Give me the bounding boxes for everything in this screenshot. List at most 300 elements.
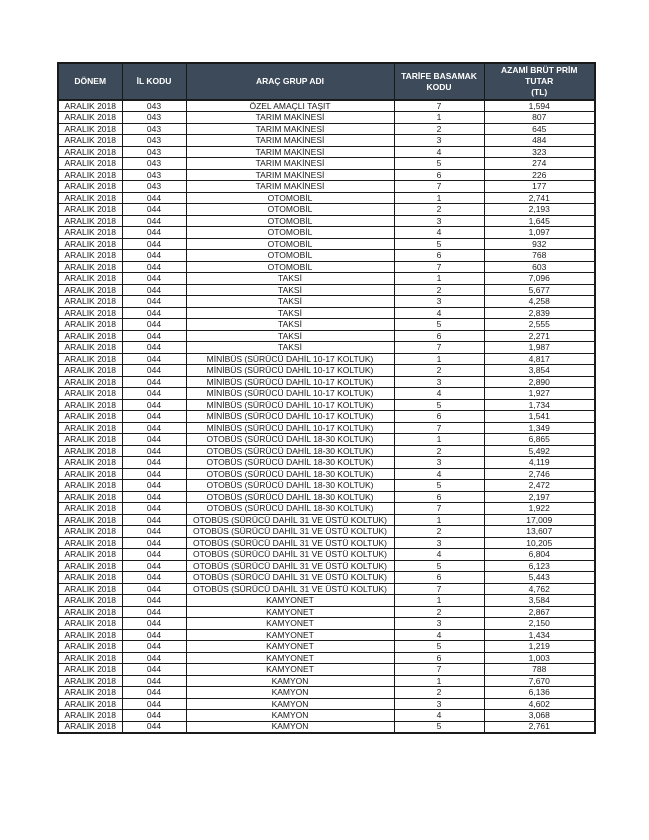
table-cell: 044 bbox=[122, 238, 186, 250]
table-cell: 2,472 bbox=[484, 480, 595, 492]
table-cell: ARALIK 2018 bbox=[58, 158, 122, 170]
table-cell: KAMYONET bbox=[186, 664, 394, 676]
table-cell: 7 bbox=[394, 503, 484, 515]
table-cell: ARALIK 2018 bbox=[58, 503, 122, 515]
table-cell: OTOMOBİL bbox=[186, 250, 394, 262]
table-cell: 5 bbox=[394, 238, 484, 250]
table-cell: ARALIK 2018 bbox=[58, 135, 122, 147]
table-cell: 603 bbox=[484, 261, 595, 273]
table-cell: 7 bbox=[394, 583, 484, 595]
table-cell: KAMYONET bbox=[186, 618, 394, 630]
table-cell: 768 bbox=[484, 250, 595, 262]
table-cell: TARIM MAKİNESİ bbox=[186, 169, 394, 181]
table-row bbox=[58, 146, 595, 158]
table-cell: ARALIK 2018 bbox=[58, 514, 122, 526]
table-cell: 043 bbox=[122, 181, 186, 193]
table-row bbox=[58, 434, 595, 446]
table-cell: TARIM MAKİNESİ bbox=[186, 181, 394, 193]
table-cell: 2,197 bbox=[484, 491, 595, 503]
table-cell: ARALIK 2018 bbox=[58, 434, 122, 446]
table-cell: 2,761 bbox=[484, 721, 595, 733]
table-cell: 044 bbox=[122, 284, 186, 296]
table-row bbox=[58, 537, 595, 549]
table-cell: KAMYON bbox=[186, 675, 394, 687]
table-cell: ARALIK 2018 bbox=[58, 261, 122, 273]
table-row bbox=[58, 560, 595, 572]
table-row bbox=[58, 204, 595, 216]
table-cell: 044 bbox=[122, 491, 186, 503]
table-cell: TARIM MAKİNESİ bbox=[186, 158, 394, 170]
table-row bbox=[58, 549, 595, 561]
table-cell: 3,584 bbox=[484, 595, 595, 607]
table-cell: 043 bbox=[122, 146, 186, 158]
table-row bbox=[58, 572, 595, 584]
table-row bbox=[58, 227, 595, 239]
table-cell: 3 bbox=[394, 698, 484, 710]
table-cell: OTOBÜS (SÜRÜCÜ DAHİL 31 VE ÜSTÜ KOLTUK) bbox=[186, 514, 394, 526]
table-cell: 044 bbox=[122, 503, 186, 515]
table-cell: ARALIK 2018 bbox=[58, 388, 122, 400]
table-cell: 044 bbox=[122, 641, 186, 653]
table-row bbox=[58, 273, 595, 285]
table-cell: 5,677 bbox=[484, 284, 595, 296]
table-row bbox=[58, 457, 595, 469]
table-cell: 1 bbox=[394, 675, 484, 687]
table-cell: ARALIK 2018 bbox=[58, 399, 122, 411]
table-row bbox=[58, 687, 595, 699]
table-row bbox=[58, 606, 595, 618]
table-cell: 1,219 bbox=[484, 641, 595, 653]
table-row bbox=[58, 238, 595, 250]
table-cell: 4 bbox=[394, 468, 484, 480]
table-cell: 4 bbox=[394, 227, 484, 239]
table-row bbox=[58, 445, 595, 457]
table-cell: 2,867 bbox=[484, 606, 595, 618]
table-cell: 4,817 bbox=[484, 353, 595, 365]
table-cell: 7 bbox=[394, 342, 484, 354]
table-cell: ARALIK 2018 bbox=[58, 146, 122, 158]
table-row bbox=[58, 618, 595, 630]
table-cell: TAKSİ bbox=[186, 296, 394, 308]
table-cell: 10,205 bbox=[484, 537, 595, 549]
table-cell: ARALIK 2018 bbox=[58, 215, 122, 227]
table-cell: 044 bbox=[122, 250, 186, 262]
table-cell: 043 bbox=[122, 123, 186, 135]
table-cell: 044 bbox=[122, 549, 186, 561]
table-row bbox=[58, 514, 595, 526]
table-cell: ARALIK 2018 bbox=[58, 169, 122, 181]
table-cell: ARALIK 2018 bbox=[58, 342, 122, 354]
table-cell: 2 bbox=[394, 284, 484, 296]
table-cell: OTOMOBİL bbox=[186, 215, 394, 227]
table-cell: TARIM MAKİNESİ bbox=[186, 135, 394, 147]
table-row bbox=[58, 250, 595, 262]
table-cell: 2,193 bbox=[484, 204, 595, 216]
table-cell: ARALIK 2018 bbox=[58, 319, 122, 331]
table-cell: ARALIK 2018 bbox=[58, 284, 122, 296]
table-cell: KAMYON bbox=[186, 721, 394, 733]
table-cell: 044 bbox=[122, 514, 186, 526]
table-cell: 7,096 bbox=[484, 273, 595, 285]
table-row bbox=[58, 503, 595, 515]
table-row bbox=[58, 388, 595, 400]
table-cell: ARALIK 2018 bbox=[58, 307, 122, 319]
table-row bbox=[58, 664, 595, 676]
table-cell: 044 bbox=[122, 434, 186, 446]
table-cell: TAKSİ bbox=[186, 307, 394, 319]
table-row bbox=[58, 123, 595, 135]
table-cell: KAMYON bbox=[186, 698, 394, 710]
table-cell: ARALIK 2018 bbox=[58, 595, 122, 607]
table-cell: 044 bbox=[122, 307, 186, 319]
table-cell: 4,602 bbox=[484, 698, 595, 710]
table-cell: 6 bbox=[394, 330, 484, 342]
table-cell: ARALIK 2018 bbox=[58, 629, 122, 641]
table-cell: 7 bbox=[394, 422, 484, 434]
table-cell: 044 bbox=[122, 273, 186, 285]
table-cell: 044 bbox=[122, 192, 186, 204]
table-cell: 044 bbox=[122, 698, 186, 710]
table-cell: ARALIK 2018 bbox=[58, 445, 122, 457]
table-header-row bbox=[58, 63, 595, 100]
table-cell: KAMYONET bbox=[186, 595, 394, 607]
table-cell: OTOBÜS (SÜRÜCÜ DAHİL 18-30 KOLTUK) bbox=[186, 457, 394, 469]
table-cell: 6,136 bbox=[484, 687, 595, 699]
table-cell: 044 bbox=[122, 664, 186, 676]
table-cell: MİNİBÜS (SÜRÜCÜ DAHİL 10-17 KOLTUK) bbox=[186, 422, 394, 434]
table-row bbox=[58, 169, 595, 181]
table-cell: ARALIK 2018 bbox=[58, 583, 122, 595]
table-cell: 1 bbox=[394, 112, 484, 124]
table-cell: TAKSİ bbox=[186, 330, 394, 342]
table-cell: OTOMOBİL bbox=[186, 192, 394, 204]
table-cell: 932 bbox=[484, 238, 595, 250]
table-cell: 4 bbox=[394, 388, 484, 400]
table-cell: ARALIK 2018 bbox=[58, 480, 122, 492]
table-cell: 6 bbox=[394, 652, 484, 664]
table-cell: ARALIK 2018 bbox=[58, 365, 122, 377]
table-cell: 043 bbox=[122, 112, 186, 124]
table-cell: 4 bbox=[394, 629, 484, 641]
table-cell: OTOMOBİL bbox=[186, 261, 394, 273]
table-cell: 4 bbox=[394, 549, 484, 561]
table-cell: 5 bbox=[394, 399, 484, 411]
table-cell: 1,734 bbox=[484, 399, 595, 411]
table-cell: 1,645 bbox=[484, 215, 595, 227]
table-cell: ÖZEL AMAÇLI TAŞIT bbox=[186, 100, 394, 112]
table-row bbox=[58, 411, 595, 423]
table-row bbox=[58, 261, 595, 273]
table-cell: 044 bbox=[122, 480, 186, 492]
table-cell: ARALIK 2018 bbox=[58, 698, 122, 710]
table-cell: ARALIK 2018 bbox=[58, 227, 122, 239]
table-row bbox=[58, 526, 595, 538]
table-cell: OTOBÜS (SÜRÜCÜ DAHİL 18-30 KOLTUK) bbox=[186, 480, 394, 492]
table-cell: 7 bbox=[394, 181, 484, 193]
table-cell: TARIM MAKİNESİ bbox=[186, 146, 394, 158]
table-cell: MİNİBÜS (SÜRÜCÜ DAHİL 10-17 KOLTUK) bbox=[186, 411, 394, 423]
table-cell: 044 bbox=[122, 227, 186, 239]
table-row bbox=[58, 100, 595, 112]
table-cell: ARALIK 2018 bbox=[58, 721, 122, 733]
table-row bbox=[58, 330, 595, 342]
table-cell: 044 bbox=[122, 411, 186, 423]
table-cell: OTOBÜS (SÜRÜCÜ DAHİL 31 VE ÜSTÜ KOLTUK) bbox=[186, 526, 394, 538]
table-row bbox=[58, 112, 595, 124]
table-row bbox=[58, 710, 595, 722]
table-cell: OTOBÜS (SÜRÜCÜ DAHİL 18-30 KOLTUK) bbox=[186, 503, 394, 515]
table-cell: 2 bbox=[394, 365, 484, 377]
table-cell: OTOBÜS (SÜRÜCÜ DAHİL 31 VE ÜSTÜ KOLTUK) bbox=[186, 583, 394, 595]
table-cell: 1 bbox=[394, 273, 484, 285]
table-row bbox=[58, 491, 595, 503]
table-cell: 044 bbox=[122, 215, 186, 227]
table-cell: 6,804 bbox=[484, 549, 595, 561]
table-cell: 3 bbox=[394, 135, 484, 147]
table-cell: 1 bbox=[394, 434, 484, 446]
table-cell: 6,865 bbox=[484, 434, 595, 446]
table-cell: 2,890 bbox=[484, 376, 595, 388]
table-cell: ARALIK 2018 bbox=[58, 526, 122, 538]
table-cell: 4,258 bbox=[484, 296, 595, 308]
table-row bbox=[58, 468, 595, 480]
table-cell: ARALIK 2018 bbox=[58, 422, 122, 434]
table-cell: 2,555 bbox=[484, 319, 595, 331]
table-cell: 1,003 bbox=[484, 652, 595, 664]
table-row bbox=[58, 158, 595, 170]
table-cell: ARALIK 2018 bbox=[58, 250, 122, 262]
table-row bbox=[58, 480, 595, 492]
table-cell: 3,068 bbox=[484, 710, 595, 722]
table-cell: 044 bbox=[122, 629, 186, 641]
table-cell: TARIM MAKİNESİ bbox=[186, 112, 394, 124]
table-cell: 5 bbox=[394, 721, 484, 733]
table-cell: 044 bbox=[122, 319, 186, 331]
table-row bbox=[58, 296, 595, 308]
table-cell: ARALIK 2018 bbox=[58, 618, 122, 630]
table-cell: 044 bbox=[122, 445, 186, 457]
table-cell: OTOBÜS (SÜRÜCÜ DAHİL 31 VE ÜSTÜ KOLTUK) bbox=[186, 549, 394, 561]
table-cell: 1 bbox=[394, 192, 484, 204]
table-cell: MİNİBÜS (SÜRÜCÜ DAHİL 10-17 KOLTUK) bbox=[186, 353, 394, 365]
table-cell: 3 bbox=[394, 376, 484, 388]
table-cell: OTOBÜS (SÜRÜCÜ DAHİL 18-30 KOLTUK) bbox=[186, 491, 394, 503]
table-cell: ARALIK 2018 bbox=[58, 652, 122, 664]
table-cell: 6 bbox=[394, 491, 484, 503]
table-cell: 2 bbox=[394, 526, 484, 538]
table-cell: 1,987 bbox=[484, 342, 595, 354]
table-cell: OTOBÜS (SÜRÜCÜ DAHİL 18-30 KOLTUK) bbox=[186, 434, 394, 446]
table-row bbox=[58, 307, 595, 319]
table-cell: ARALIK 2018 bbox=[58, 273, 122, 285]
table-cell: 044 bbox=[122, 261, 186, 273]
table-cell: ARALIK 2018 bbox=[58, 457, 122, 469]
table-row bbox=[58, 595, 595, 607]
column-header: DÖNEM bbox=[58, 63, 122, 100]
table-cell: 4,762 bbox=[484, 583, 595, 595]
table-cell: KAMYONET bbox=[186, 606, 394, 618]
table-cell: 5 bbox=[394, 319, 484, 331]
table-cell: 044 bbox=[122, 399, 186, 411]
table-cell: ARALIK 2018 bbox=[58, 537, 122, 549]
table-cell: 044 bbox=[122, 388, 186, 400]
table-cell: MİNİBÜS (SÜRÜCÜ DAHİL 10-17 KOLTUK) bbox=[186, 399, 394, 411]
table-cell: MİNİBÜS (SÜRÜCÜ DAHİL 10-17 KOLTUK) bbox=[186, 388, 394, 400]
table-cell: 1,541 bbox=[484, 411, 595, 423]
table-cell: OTOMOBİL bbox=[186, 238, 394, 250]
table-cell: 043 bbox=[122, 169, 186, 181]
table-row bbox=[58, 342, 595, 354]
table-cell: KAMYON bbox=[186, 687, 394, 699]
table-cell: 2,271 bbox=[484, 330, 595, 342]
table-row bbox=[58, 721, 595, 733]
table-cell: 044 bbox=[122, 526, 186, 538]
table-row bbox=[58, 583, 595, 595]
table-cell: 1 bbox=[394, 595, 484, 607]
table-cell: 3 bbox=[394, 537, 484, 549]
table-cell: 044 bbox=[122, 560, 186, 572]
column-header: TARİFE BASAMAK KODU bbox=[394, 63, 484, 100]
table-cell: 044 bbox=[122, 330, 186, 342]
column-header: İL KODU bbox=[122, 63, 186, 100]
table-cell: 3,854 bbox=[484, 365, 595, 377]
table-cell: 044 bbox=[122, 721, 186, 733]
table-cell: 2 bbox=[394, 687, 484, 699]
table-row bbox=[58, 215, 595, 227]
table-cell: 044 bbox=[122, 296, 186, 308]
table-row bbox=[58, 641, 595, 653]
table-cell: ARALIK 2018 bbox=[58, 572, 122, 584]
table-cell: TAKSİ bbox=[186, 319, 394, 331]
table-cell: 5 bbox=[394, 158, 484, 170]
table-cell: 2 bbox=[394, 606, 484, 618]
table-cell: 1 bbox=[394, 514, 484, 526]
table-cell: 044 bbox=[122, 606, 186, 618]
table-cell: 5 bbox=[394, 560, 484, 572]
table-cell: 044 bbox=[122, 595, 186, 607]
tariff-table bbox=[57, 62, 596, 734]
table-cell: 044 bbox=[122, 353, 186, 365]
table-cell: ARALIK 2018 bbox=[58, 411, 122, 423]
table-row bbox=[58, 652, 595, 664]
table-cell: 484 bbox=[484, 135, 595, 147]
table-cell: 6 bbox=[394, 250, 484, 262]
table-head bbox=[58, 63, 595, 100]
table-row bbox=[58, 192, 595, 204]
table-cell: MİNİBÜS (SÜRÜCÜ DAHİL 10-17 KOLTUK) bbox=[186, 376, 394, 388]
table-row bbox=[58, 422, 595, 434]
table-cell: 2,746 bbox=[484, 468, 595, 480]
table-cell: TARIM MAKİNESİ bbox=[186, 123, 394, 135]
table-cell: 274 bbox=[484, 158, 595, 170]
table-cell: 044 bbox=[122, 675, 186, 687]
table-cell: TAKSİ bbox=[186, 342, 394, 354]
table-cell: 1,594 bbox=[484, 100, 595, 112]
table-cell: 4 bbox=[394, 710, 484, 722]
table-cell: 13,607 bbox=[484, 526, 595, 538]
table-cell: 044 bbox=[122, 572, 186, 584]
table-row bbox=[58, 365, 595, 377]
table-cell: ARALIK 2018 bbox=[58, 353, 122, 365]
table-cell: 5,443 bbox=[484, 572, 595, 584]
table-cell: TAKSİ bbox=[186, 273, 394, 285]
table-cell: ARALIK 2018 bbox=[58, 675, 122, 687]
table-cell: ARALIK 2018 bbox=[58, 687, 122, 699]
table-row bbox=[58, 353, 595, 365]
table-cell: 4,119 bbox=[484, 457, 595, 469]
table-cell: OTOBÜS (SÜRÜCÜ DAHİL 18-30 KOLTUK) bbox=[186, 445, 394, 457]
table-cell: ARALIK 2018 bbox=[58, 296, 122, 308]
table-cell: 044 bbox=[122, 422, 186, 434]
table-cell: 044 bbox=[122, 687, 186, 699]
table-cell: 807 bbox=[484, 112, 595, 124]
table-cell: 2 bbox=[394, 204, 484, 216]
table-cell: ARALIK 2018 bbox=[58, 100, 122, 112]
table-cell: 044 bbox=[122, 342, 186, 354]
table-cell: ARALIK 2018 bbox=[58, 192, 122, 204]
table-cell: OTOBÜS (SÜRÜCÜ DAHİL 31 VE ÜSTÜ KOLTUK) bbox=[186, 537, 394, 549]
table-cell: ARALIK 2018 bbox=[58, 468, 122, 480]
table-cell: 044 bbox=[122, 583, 186, 595]
table-cell: 044 bbox=[122, 468, 186, 480]
table-cell: 788 bbox=[484, 664, 595, 676]
table-cell: 6 bbox=[394, 169, 484, 181]
table-row bbox=[58, 675, 595, 687]
table-cell: 044 bbox=[122, 618, 186, 630]
table-cell: TAKSİ bbox=[186, 284, 394, 296]
table-row bbox=[58, 399, 595, 411]
table-cell: OTOBÜS (SÜRÜCÜ DAHİL 18-30 KOLTUK) bbox=[186, 468, 394, 480]
table-row bbox=[58, 698, 595, 710]
table-cell: 044 bbox=[122, 652, 186, 664]
table-cell: 5 bbox=[394, 641, 484, 653]
table-cell: ARALIK 2018 bbox=[58, 112, 122, 124]
column-header: AZAMİ BRÜT PRİM TUTAR (TL) bbox=[484, 63, 595, 100]
table-cell: ARALIK 2018 bbox=[58, 181, 122, 193]
table-cell: 1,927 bbox=[484, 388, 595, 400]
table-cell: 1,097 bbox=[484, 227, 595, 239]
table-cell: 044 bbox=[122, 710, 186, 722]
table-cell: 17,009 bbox=[484, 514, 595, 526]
table-cell: KAMYON bbox=[186, 710, 394, 722]
table-cell: 3 bbox=[394, 215, 484, 227]
table-cell: ARALIK 2018 bbox=[58, 204, 122, 216]
table-cell: 1,349 bbox=[484, 422, 595, 434]
table-cell: 044 bbox=[122, 537, 186, 549]
table-cell: ARALIK 2018 bbox=[58, 606, 122, 618]
table-cell: 177 bbox=[484, 181, 595, 193]
table-cell: 043 bbox=[122, 158, 186, 170]
table-row bbox=[58, 376, 595, 388]
table-cell: 7 bbox=[394, 261, 484, 273]
table-cell: 2,150 bbox=[484, 618, 595, 630]
table-body bbox=[58, 100, 595, 733]
table-cell: 043 bbox=[122, 135, 186, 147]
column-header: ARAÇ GRUP ADI bbox=[186, 63, 394, 100]
table-cell: ARALIK 2018 bbox=[58, 560, 122, 572]
table-cell: 226 bbox=[484, 169, 595, 181]
table-row bbox=[58, 629, 595, 641]
table-cell: OTOBÜS (SÜRÜCÜ DAHİL 31 VE ÜSTÜ KOLTUK) bbox=[186, 560, 394, 572]
table-cell: 7 bbox=[394, 100, 484, 112]
table-cell: OTOMOBİL bbox=[186, 204, 394, 216]
table-cell: 044 bbox=[122, 204, 186, 216]
table-cell: ARALIK 2018 bbox=[58, 123, 122, 135]
table-row bbox=[58, 135, 595, 147]
table-cell: ARALIK 2018 bbox=[58, 710, 122, 722]
table-row bbox=[58, 284, 595, 296]
table-cell: 5,492 bbox=[484, 445, 595, 457]
